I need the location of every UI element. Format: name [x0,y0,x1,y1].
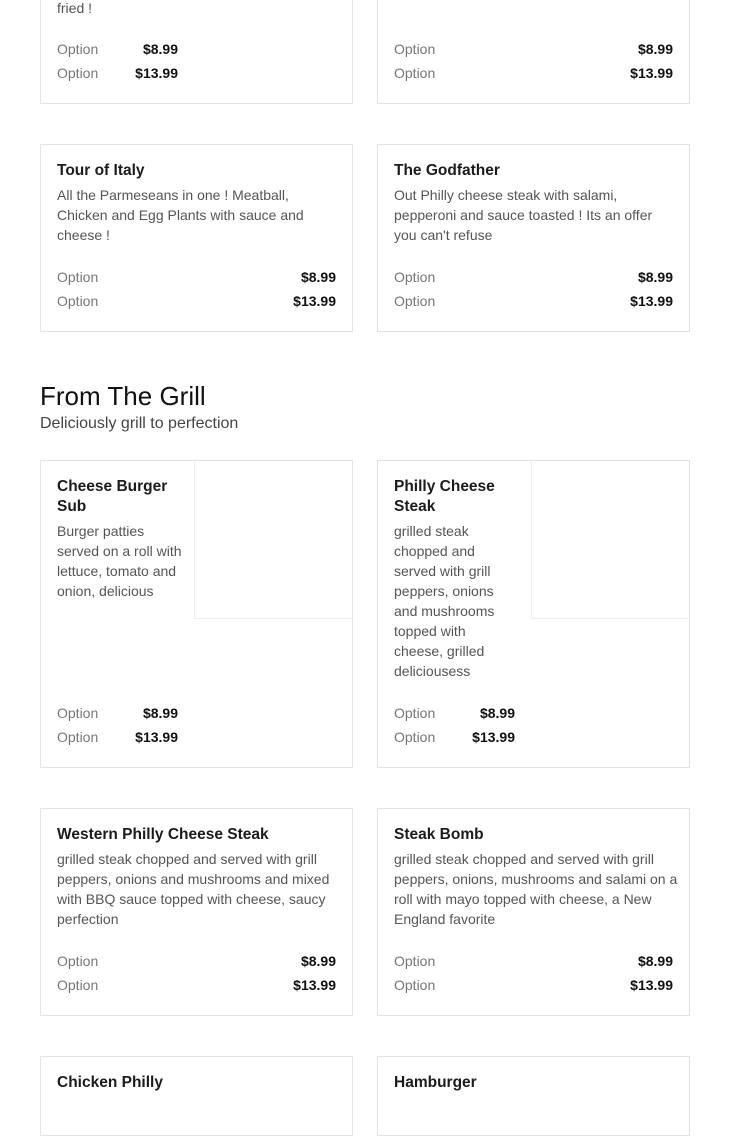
option-price: $13.99 [135,729,178,745]
item-description: Out Philly cheese steak with salami, pepperoni and sauce toasted ! Its an offer you can't refuse [394,187,653,243]
option-price: $8.99 [300,269,336,285]
menu-card-western-philly[interactable] [40,808,353,1016]
item-title: Cheese Burger Sub [57,478,168,515]
option-price: $13.99 [293,977,336,993]
option-label: Option [57,729,99,745]
item-title: Steak Bomb [394,826,484,843]
section-subtitle: Deliciously grill to perfection [40,415,239,432]
option-price: $13.99 [135,65,178,81]
item-image [531,461,689,619]
option-label: Option [57,41,99,57]
option-price: $13.99 [472,729,515,745]
menu-card-the-godfather[interactable] [377,144,690,332]
option-label: Option [394,269,436,285]
option-price: $8.99 [142,705,178,721]
option-label: Option [57,269,99,285]
item-title: Hamburger [394,1074,477,1091]
item-description: grilled steak chopped and served with grill peppers, onions and mushrooms topped with cheese, grilled deliciousess [394,523,495,679]
option-price: $8.99 [479,705,515,721]
option-price: $8.99 [637,41,673,57]
option-label: Option [394,729,436,745]
item-image [194,461,352,619]
option-label: Option [394,977,436,993]
option-label: Option [57,293,99,309]
option-price: $13.99 [630,977,673,993]
option-label: Option [57,977,99,993]
section-title: From The Grill [40,381,206,411]
option-price: $13.99 [630,293,673,309]
item-description: grilled steak chopped and served with grill peppers, onions and mushrooms and mixed with BBQ sauce topped with cheese, saucy perfection [57,851,330,927]
option-price: $13.99 [630,65,673,81]
option-label: Option [394,41,436,57]
item-description: Burger patties served on a roll with lettuce, tomato and onion, delicious [57,523,182,599]
menu-card-top-left[interactable] [40,0,353,104]
item-title: Chicken Philly [57,1074,163,1091]
option-label: Option [394,293,436,309]
menu-card-chicken-philly[interactable] [40,1056,353,1136]
item-title: Philly Cheese Steak [394,478,495,515]
option-price: $8.99 [637,269,673,285]
option-label: Option [57,953,99,969]
item-title: Tour of Italy [57,162,145,179]
option-label: Option [57,705,99,721]
menu-card-philly-cheese-steak[interactable] [377,460,690,768]
option-label: Option [394,953,436,969]
item-title: Western Philly Cheese Steak [57,826,269,843]
menu-card-cheese-burger-sub[interactable] [40,460,353,768]
option-price: $8.99 [637,953,673,969]
menu-card-hamburger[interactable] [377,1056,690,1136]
item-description: grilled steak chopped and served with grill peppers, onions, mushrooms and salami on a roll with mayo topped with cheese, a New England favorite [394,851,678,927]
item-description: fried ! [57,0,93,16]
menu-card-steak-bomb[interactable] [377,808,690,1016]
item-title: The Godfather [394,162,500,179]
option-label: Option [394,65,436,81]
menu-card-top-right[interactable] [377,0,690,104]
item-description: All the Parmeseans in one ! Meatball, Chicken and Egg Plants with sauce and cheese ! [57,187,304,243]
option-price: $8.99 [142,41,178,57]
option-label: Option [394,705,436,721]
menu-card-tour-of-italy[interactable] [40,144,353,332]
option-price: $13.99 [293,293,336,309]
option-label: Option [57,65,99,81]
option-price: $8.99 [300,953,336,969]
